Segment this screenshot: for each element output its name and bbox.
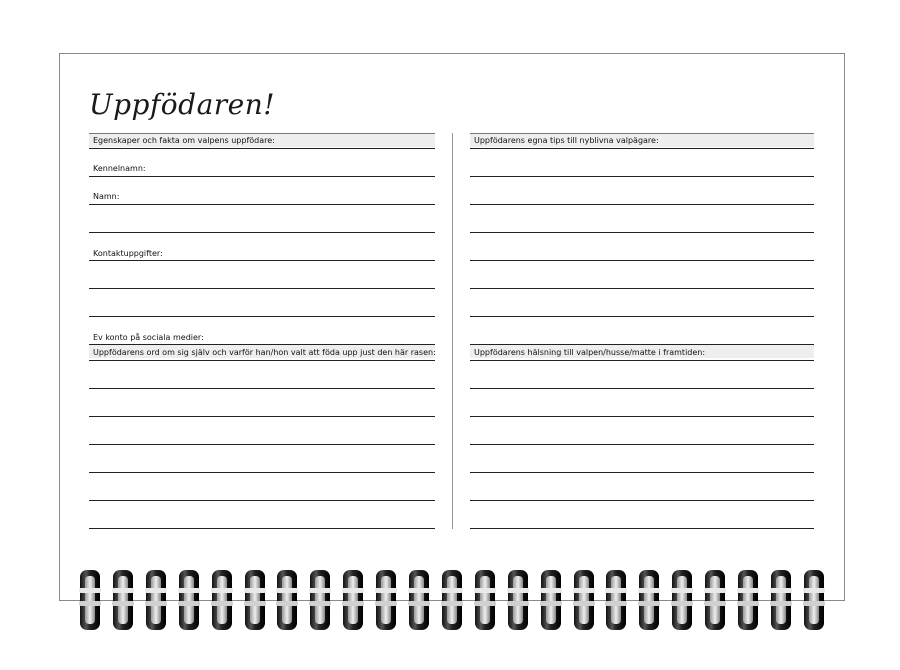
ruled-line[interactable] — [470, 500, 814, 501]
spiral-binding — [0, 570, 900, 640]
ruled-line[interactable] — [470, 388, 814, 389]
spiral-ring — [80, 570, 100, 630]
spiral-ring — [541, 570, 561, 630]
spiral-ring — [212, 570, 232, 630]
ruled-line[interactable] — [89, 232, 435, 233]
spiral-ring — [771, 570, 791, 630]
ruled-line[interactable] — [470, 316, 814, 317]
ruled-line[interactable] — [470, 360, 814, 361]
ruled-line[interactable] — [470, 176, 814, 177]
label-breeder-facts: Egenskaper och fakta om valpens uppfödare: — [93, 136, 275, 145]
spiral-ring — [639, 570, 659, 630]
spiral-ring — [606, 570, 626, 630]
label-kennelnamn: Kennelnamn: — [93, 164, 146, 173]
ruled-line[interactable] — [470, 416, 814, 417]
ruled-line[interactable] — [470, 444, 814, 445]
spiral-ring — [574, 570, 594, 630]
spiral-ring — [508, 570, 528, 630]
ruled-line[interactable] — [89, 176, 435, 177]
spiral-ring — [738, 570, 758, 630]
spiral-ring — [343, 570, 363, 630]
ruled-line — [470, 148, 814, 149]
label-sociala-medier: Ev konto på sociala medier: — [93, 333, 204, 342]
ruled-line[interactable] — [89, 444, 435, 445]
spiral-ring — [705, 570, 725, 630]
ruled-line[interactable] — [470, 232, 814, 233]
spiral-ring — [442, 570, 462, 630]
ruled-line — [89, 148, 435, 149]
ruled-line[interactable] — [89, 260, 435, 261]
ruled-line[interactable] — [89, 360, 435, 361]
ruled-line[interactable] — [89, 416, 435, 417]
spiral-ring — [475, 570, 495, 630]
ruled-line[interactable] — [89, 500, 435, 501]
ruled-line[interactable] — [89, 316, 435, 317]
ruled-line[interactable] — [89, 472, 435, 473]
right-column — [470, 133, 814, 533]
ruled-line[interactable] — [89, 288, 435, 289]
spiral-ring — [113, 570, 133, 630]
ruled-line[interactable] — [470, 204, 814, 205]
spiral-ring — [245, 570, 265, 630]
column-divider — [452, 133, 453, 529]
spiral-ring — [672, 570, 692, 630]
label-kontaktuppgifter: Kontaktuppgifter: — [93, 249, 163, 258]
ruled-line[interactable] — [89, 204, 435, 205]
spiral-ring — [277, 570, 297, 630]
ruled-line[interactable] — [470, 260, 814, 261]
ruled-line[interactable] — [89, 528, 435, 529]
spiral-ring — [310, 570, 330, 630]
ruled-line[interactable] — [89, 388, 435, 389]
label-breeder-tips: Uppfödarens egna tips till nyblivna valpägare: — [474, 136, 659, 145]
ruled-line — [470, 133, 814, 134]
left-column — [89, 133, 435, 533]
ruled-line[interactable] — [470, 472, 814, 473]
spiral-ring — [146, 570, 166, 630]
ruled-line — [89, 133, 435, 134]
ruled-line[interactable] — [470, 288, 814, 289]
label-breeder-words: Uppfödarens ord om sig själv och varför han/hon valt att föda upp just den här rasen: — [93, 348, 436, 357]
spiral-ring — [409, 570, 429, 630]
label-namn: Namn: — [93, 192, 120, 201]
label-breeder-greeting: Uppfödarens hälsning till valpen/husse/matte i framtiden: — [474, 348, 706, 357]
ruled-line[interactable] — [470, 528, 814, 529]
spiral-ring — [804, 570, 824, 630]
spiral-ring — [376, 570, 396, 630]
page-title: Uppfödaren! — [89, 88, 276, 121]
spiral-ring — [179, 570, 199, 630]
